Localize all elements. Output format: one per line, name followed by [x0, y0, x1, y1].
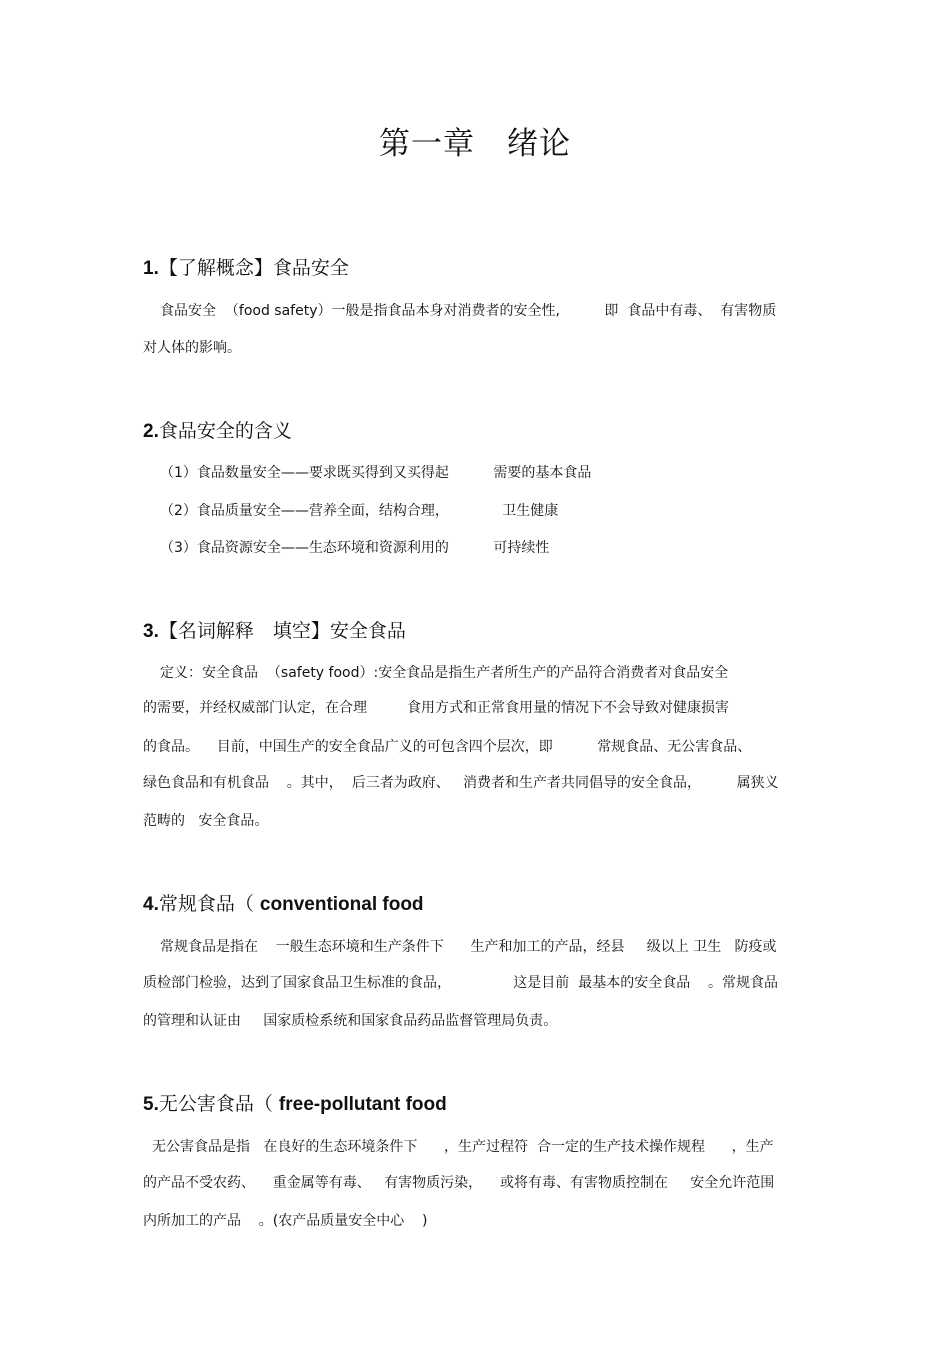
section-5-line-3: 内所加工的产品 。(农产品质量安全中心 ): [143, 1213, 428, 1229]
page-title: 第一章 绪论: [379, 126, 571, 162]
section-2-line-3: （3）食品资源安全——生态环境和资源利用的 可持续性: [160, 540, 550, 556]
section-1-line-1: 食品安全 （food safety）一般是指食品本身对消费者的安全性, 即 食品中有毒、 有害物质: [160, 303, 777, 319]
section-4-line-1: 常规食品是指在 一般生态环境和生产条件下 生产和加工的产品，经县 级以上 卫生 防疫或: [160, 939, 777, 955]
section-title: 【名词解释 填空】安全食品: [158, 620, 406, 642]
section-4-line-3: 的管理和认证由 国家质检系统和国家食品药品监督管理局负责。: [143, 1013, 558, 1029]
section-5-line-2: 的产品不受农药、 重金属等有毒、 有害物质污染， 或将有毒、有害物质控制在 安全允许范围: [143, 1175, 775, 1191]
section-3-line-4: 绿色食品和有机食品 。其中， 后三者为政府、 消费者和生产者共同倡导的安全食品， 属狭义: [143, 775, 779, 791]
section-2-heading: [143, 418, 292, 445]
section-4-line-2: 质检部门检验，达到了国家食品卫生标准的食品， 这是目前 最基本的安全食品 。常规食品: [143, 975, 779, 991]
section-2-line-2: （2）食品质量安全——营养全面，结构合理， 卫生健康: [160, 503, 559, 519]
section-number: 1.: [143, 258, 159, 279]
section-3-line-1: 定义：安全食品 （safety food）:安全食品是指生产者所生产的产品符合消费者对食品安全: [160, 665, 729, 681]
section-5-line-1: 无公害食品是指 在良好的生态环境条件下 ，生产过程符 合一定的生产技术操作规程 ，生产: [152, 1139, 774, 1155]
section-number: 2.: [143, 421, 159, 442]
section-number: 4.: [143, 894, 159, 915]
section-number: 5.: [143, 1094, 159, 1115]
section-4-heading: [143, 891, 424, 918]
section-title-english: conventional food: [259, 894, 424, 915]
section-title: 【了解概念】食品安全: [158, 257, 349, 279]
section-number: 3.: [143, 621, 159, 642]
section-title: 食品安全的含义: [158, 420, 292, 442]
section-3-line-2: 的需要，并经权威部门认定，在合理 食用方式和正常食用量的情况下不会导致对健康损害: [143, 700, 730, 716]
section-5-heading: [143, 1091, 447, 1118]
section-title: 无公害食品（: [158, 1093, 273, 1115]
section-1-line-2: 对人体的影响。: [143, 340, 241, 356]
section-3-line-5: 范畴的 安全食品。: [143, 813, 269, 829]
section-2-line-1: （1）食品数量安全——要求既买得到又买得起 需要的基本食品: [160, 465, 592, 481]
section-title: 常规食品（: [158, 893, 254, 915]
section-3-line-3: 的食品。 目前，中国生产的安全食品广义的可包含四个层次，即 常规食品、无公害食品、: [143, 739, 752, 755]
section-3-heading: [143, 618, 406, 645]
section-1-heading: [143, 255, 349, 282]
section-title-english: free-pollutant food: [278, 1094, 447, 1115]
